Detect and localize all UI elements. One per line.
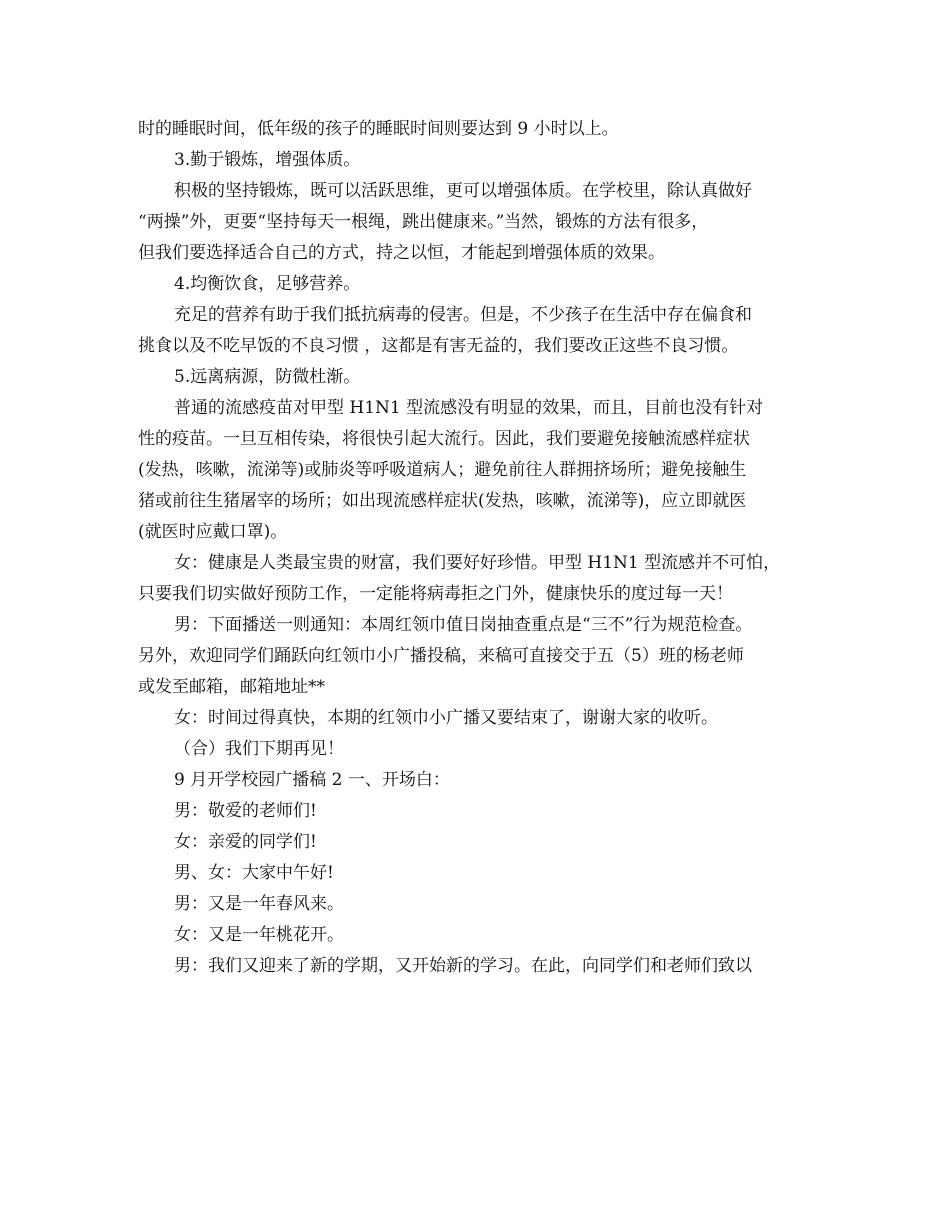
text-line: 女：亲爱的同学们! — [174, 832, 317, 852]
text-line: 4.均衡饮食，足够营养。 — [174, 274, 361, 294]
text-line: 只要我们切实做好预防工作，一定能将病毒拒之门外，健康快乐的度过每一天！ — [138, 584, 733, 604]
text-line: 或发至邮箱，邮箱地址** — [138, 677, 325, 697]
text-line: 普通的流感疫苗对甲型 H1N1 型流感没有明显的效果，而且，目前也没有针对 — [174, 398, 764, 418]
text-line: 另外，欢迎同学们踊跃向红领巾小广播投稿，来稿可直接交于五（5）班的杨老师 — [138, 646, 744, 666]
text-line: 猪或前往生猪屠宰的场所；如出现流感样症状(发热，咳嗽，流涕等)，应立即就医 — [138, 491, 747, 511]
text-line: 男：我们又迎来了新的学期，又开始新的学习。在此，向同学们和老师们致以 — [174, 956, 752, 976]
text-line: 男：敬爱的老师们! — [174, 801, 317, 821]
text-line: 积极的坚持锻炼，既可以活跃思维，更可以增强体质。在学校里，除认真做好 — [174, 181, 752, 201]
text-line: “两操”外，更要“坚持每天一根绳，跳出健康来。”当然，锻炼的方法有很多， — [138, 212, 709, 232]
text-line: 挑食以及不吃早饭的不良习惯 ，这都是有害无益的，我们要改正这些不良习惯。 — [138, 336, 739, 356]
text-line: (就医时应戴口罩)。 — [138, 522, 288, 542]
text-line: 9 月开学校园广播稿 2 一、开场白： — [174, 770, 450, 790]
text-line: 3.勤于锻炼，增强体质。 — [174, 150, 361, 170]
text-line: 男：下面播送一则通知：本周红领巾值日岗抽查重点是“三不”行为规范检查。 — [174, 615, 753, 635]
text-line: (发热，咳嗽，流涕等)或肺炎等呼吸道病人；避免前往人群拥挤场所；避免接触生 — [138, 460, 747, 480]
text-line: 时的睡眠时间，低年级的孩子的睡眠时间则要达到 9 小时以上。 — [138, 119, 619, 139]
document-body — [138, 114, 828, 982]
text-line: 男：又是一年春风来。 — [174, 894, 344, 914]
text-line: 女：又是一年桃花开。 — [174, 925, 344, 945]
text-line: （合）我们下期再见！ — [174, 739, 344, 759]
text-line: 5.远离病源，防微杜渐。 — [174, 367, 361, 387]
text-line: 充足的营养有助于我们抵抗病毒的侵害。但是，不少孩子在生活中存在偏食和 — [174, 305, 752, 325]
text-line: 女：健康是人类最宝贵的财富，我们要好好珍惜。甲型 H1N1 型流感并不可怕， — [174, 553, 781, 573]
text-line: 性的疫苗。一旦互相传染，将很快引起大流行。因此，我们要避免接触流感样症状 — [138, 429, 750, 449]
text-line: 男、女：大家中午好! — [174, 863, 334, 883]
text-line: 女：时间过得真快，本期的红领巾小广播又要结束了，谢谢大家的收听。 — [174, 708, 718, 728]
text-line: 但我们要选择适合自己的方式，持之以恒，才能起到增强体质的效果。 — [138, 243, 665, 263]
